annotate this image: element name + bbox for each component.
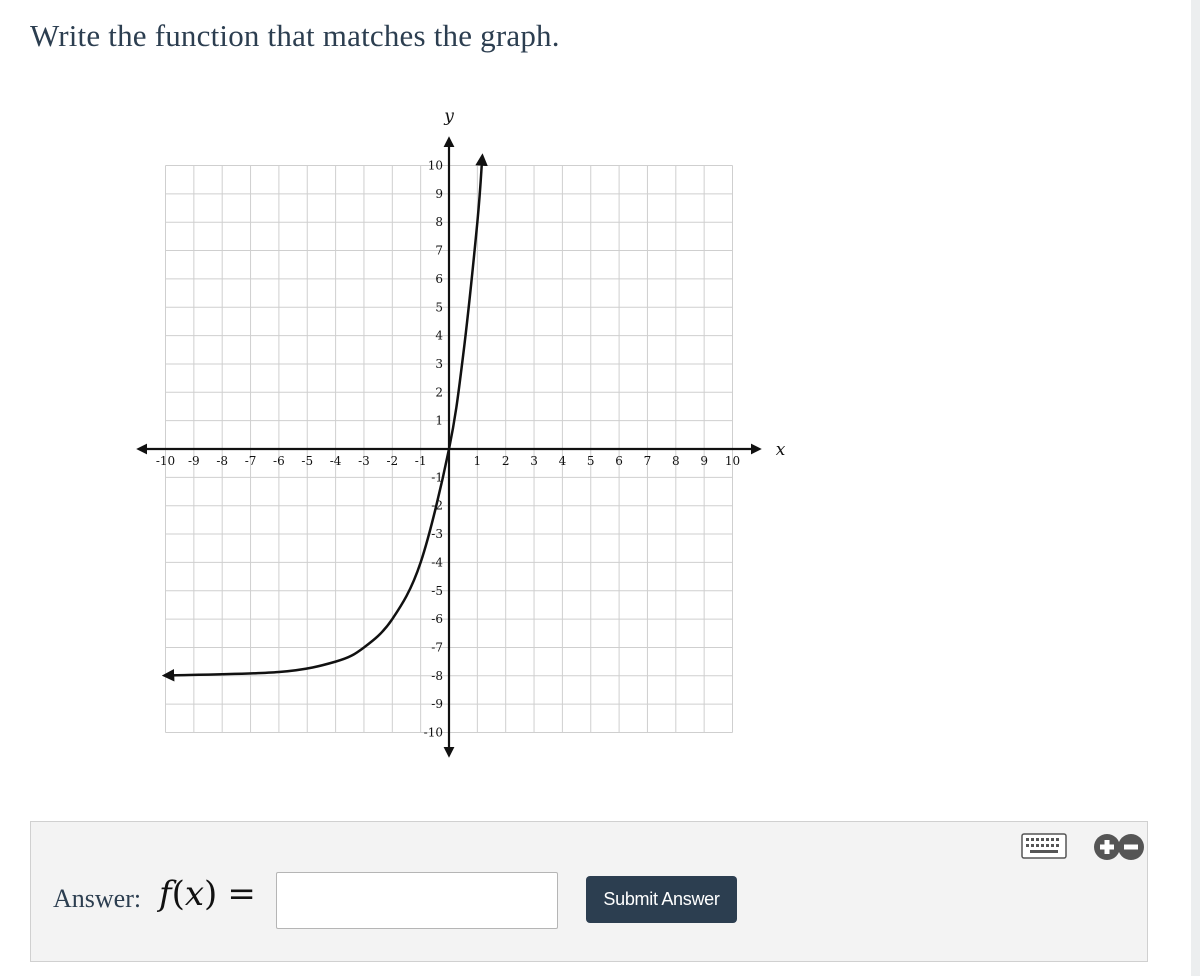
- axes: [140, 110, 786, 755]
- x-axis-label: x: [775, 440, 786, 460]
- x-tick-label: 3: [530, 454, 538, 468]
- x-tick-label: -7: [244, 454, 257, 468]
- y-tick-label: -9: [431, 697, 443, 712]
- submit-button[interactable]: Submit Answer: [586, 876, 737, 923]
- x-tick-label: 1: [473, 454, 482, 468]
- y-tick-label: -3: [431, 527, 443, 542]
- answer-panel: [30, 821, 1148, 962]
- x-tick-label: 8: [671, 454, 680, 468]
- function-expression: f(x) =: [159, 874, 256, 914]
- function-variable: x: [184, 874, 205, 914]
- answer-label: Answer:: [53, 884, 142, 913]
- function-graph: [120, 110, 800, 770]
- x-tick-label: -3: [358, 454, 370, 468]
- y-tick-label: -7: [431, 640, 443, 655]
- x-tick-label: -4: [329, 454, 342, 468]
- scrollbar-track[interactable]: [1191, 0, 1200, 976]
- y-tick-label: -8: [431, 668, 443, 683]
- x-tick-label: 2: [501, 454, 510, 468]
- y-tick-label: -1: [431, 470, 443, 485]
- equals-sign: =: [227, 874, 256, 914]
- y-tick-label: 6: [435, 271, 443, 286]
- x-tick-label: -9: [187, 454, 200, 468]
- y-tick-label: -6: [431, 612, 443, 627]
- y-tick-label: 3: [435, 356, 443, 371]
- y-tick-label: 7: [435, 243, 443, 258]
- x-tick-label: -5: [301, 454, 314, 468]
- x-tick-label: 4: [558, 454, 567, 468]
- question-title: Write the function that matches the graph.: [30, 18, 560, 53]
- y-tick-label: -4: [431, 555, 443, 570]
- y-axis-label: y: [444, 110, 454, 127]
- x-tick-label: -2: [386, 454, 399, 468]
- y-tick-label: 2: [435, 385, 443, 400]
- x-tick-label: -10: [155, 454, 176, 468]
- x-tick-label: -8: [216, 454, 229, 468]
- answer-input[interactable]: [276, 872, 558, 929]
- x-tick-label: -1: [414, 454, 427, 468]
- y-tick-label: 1: [435, 413, 443, 428]
- x-tick-label: 10: [724, 454, 741, 468]
- y-tick-label: -10: [423, 725, 443, 740]
- y-tick-label: 4: [435, 328, 443, 343]
- y-tick-label: -2: [431, 498, 443, 513]
- x-tick-label: 5: [586, 454, 595, 468]
- x-tick-label: -6: [273, 454, 285, 468]
- y-tick-label: -5: [431, 583, 443, 598]
- keyboard-icon[interactable]: [1021, 833, 1067, 859]
- x-tick-label: 6: [615, 454, 623, 468]
- y-tick-label: 8: [435, 215, 443, 230]
- y-tick-label: 9: [435, 186, 443, 201]
- x-tick-label: 9: [700, 454, 708, 468]
- y-tick-label: 10: [427, 158, 443, 173]
- zoom-out-icon[interactable]: [1117, 833, 1145, 861]
- y-tick-label: 5: [435, 300, 443, 315]
- function-name: f: [159, 874, 172, 914]
- x-tick-label: 7: [643, 454, 652, 468]
